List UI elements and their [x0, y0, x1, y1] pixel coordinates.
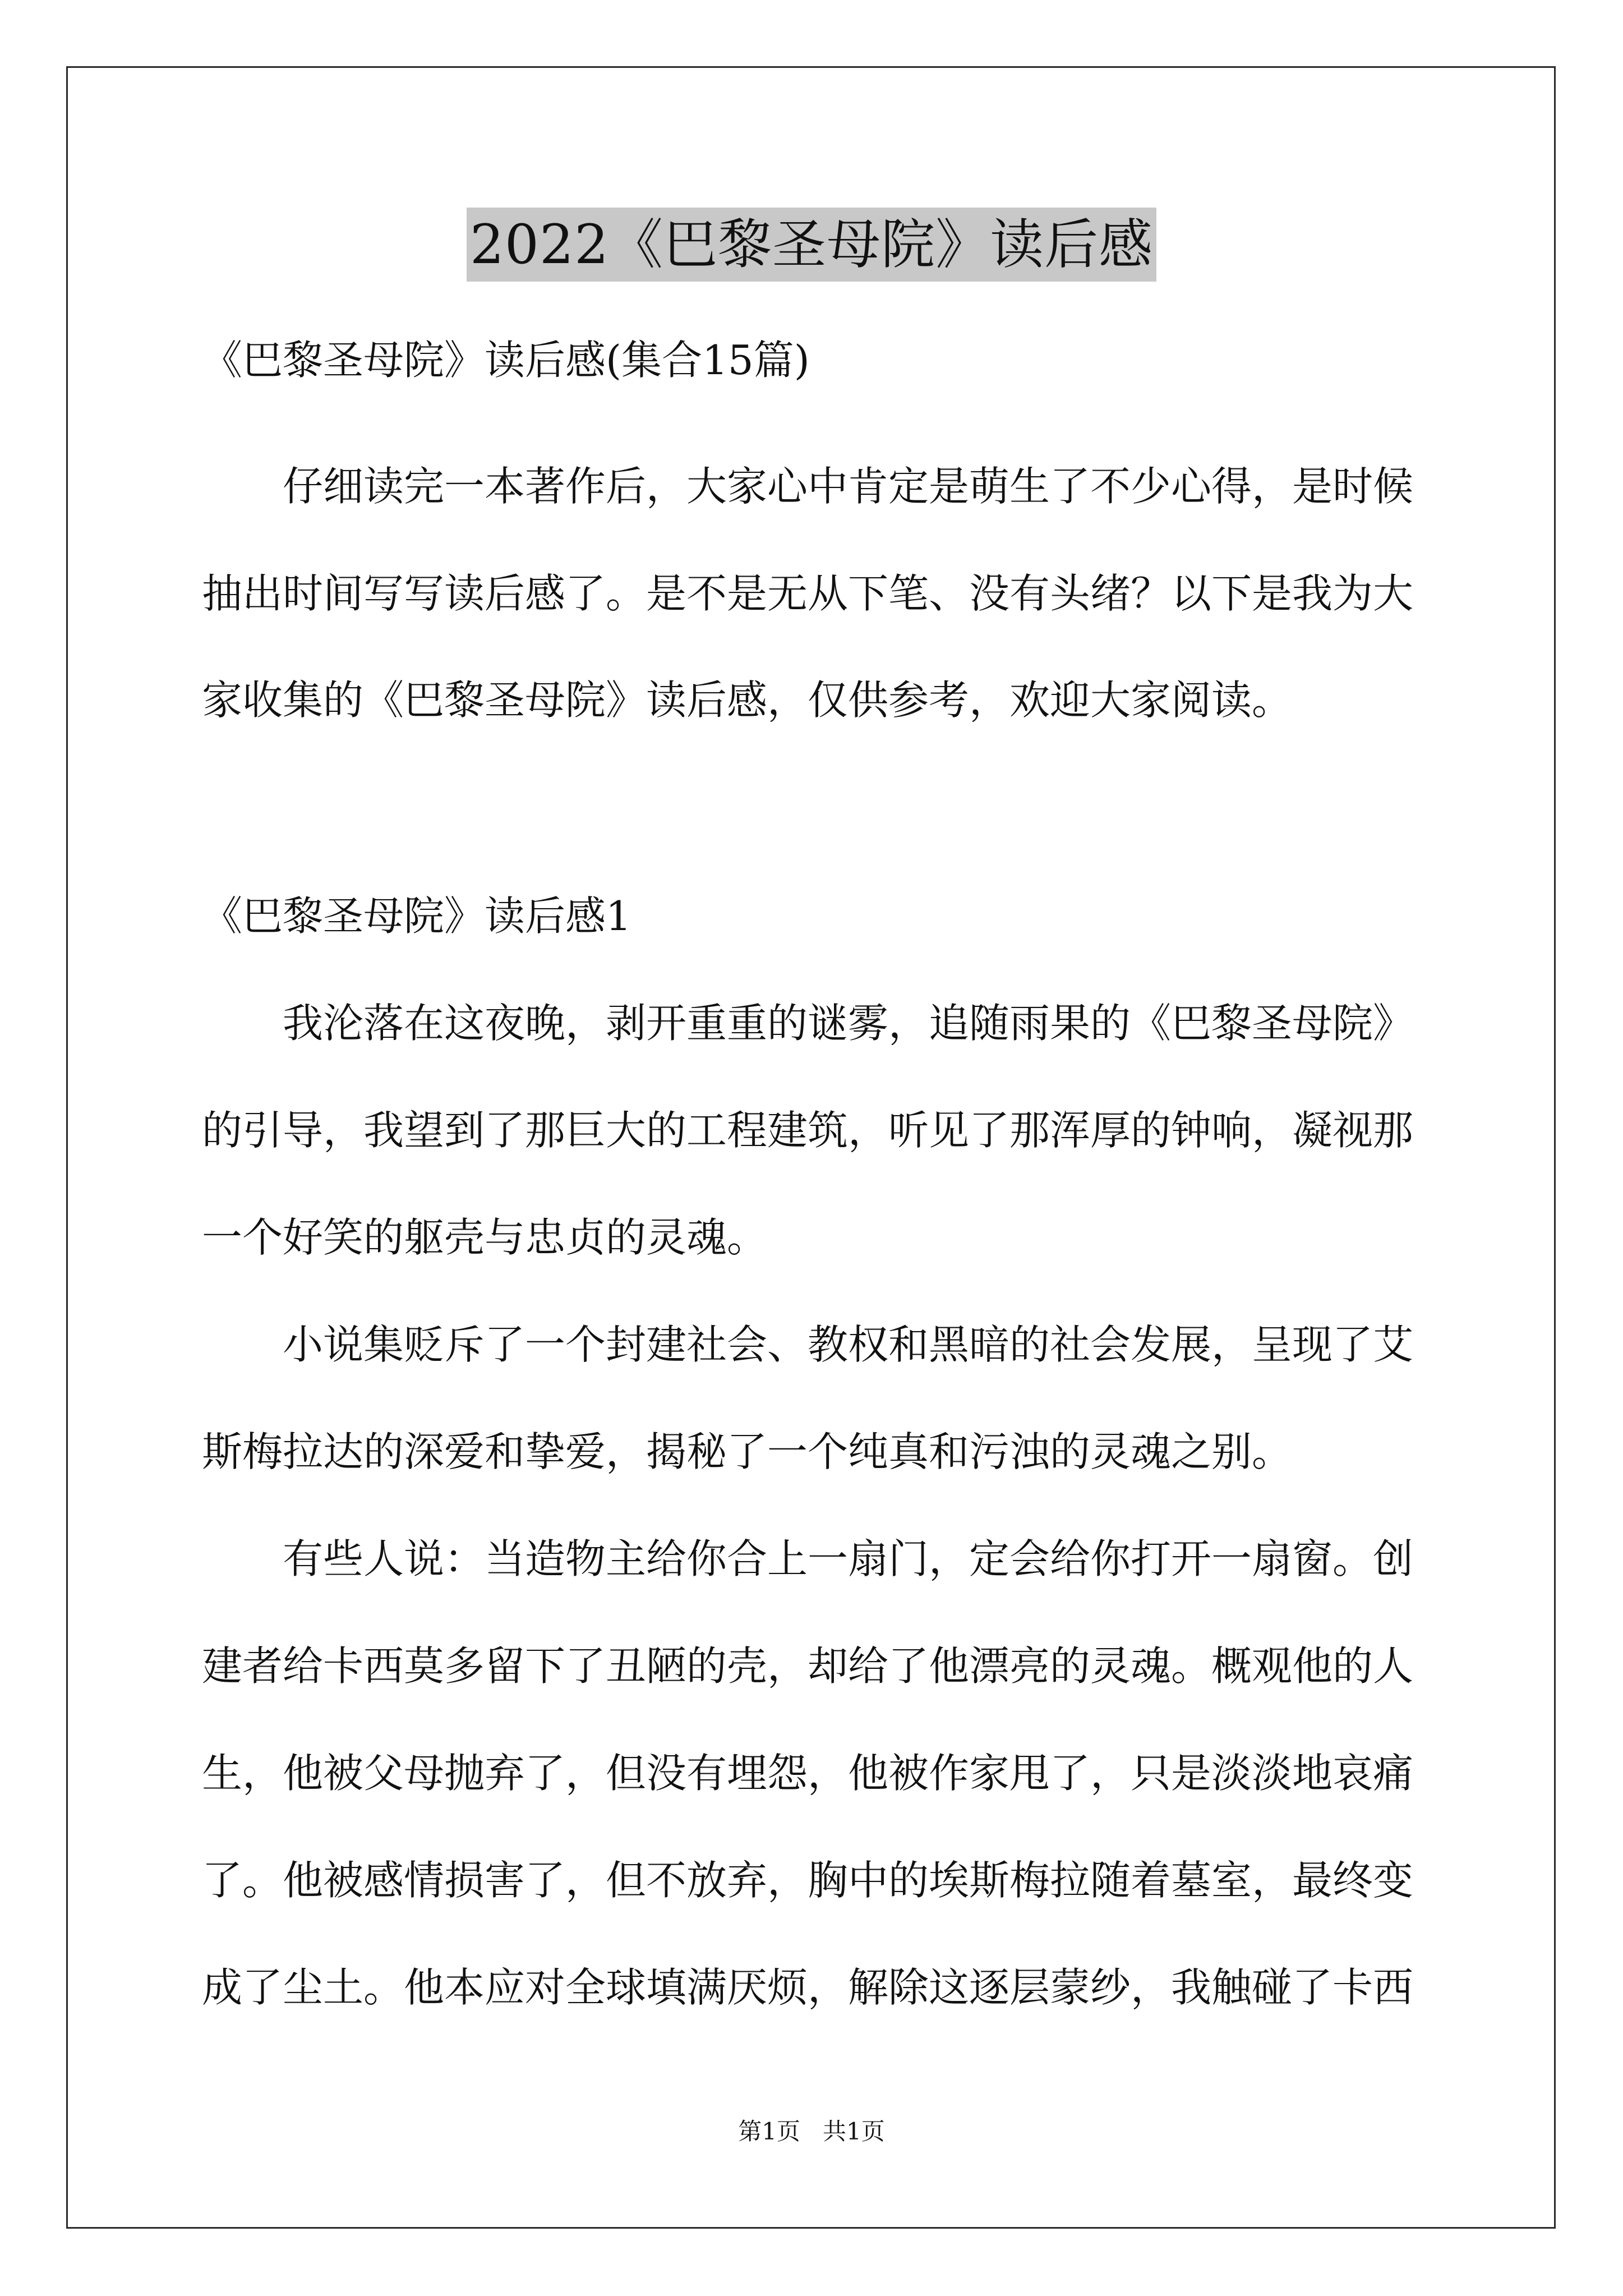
page-number-footer: 第1页 共1页 — [738, 2118, 885, 2145]
paragraph-line: 的引导，我望到了那巨大的工程建筑，听见了那浑厚的钟响，凝视那 — [202, 1107, 1414, 1154]
paragraph-line: 我沦落在这夜晚，剥开重重的谜雾，追随雨果的《巴黎圣母院》 — [283, 1000, 1414, 1047]
intro-paragraph-line: 抽出时间写写读后感了。是不是无从下笔、没有头绪？以下是我为大 — [202, 570, 1414, 617]
title-container — [0, 208, 1623, 282]
paragraph-line: 斯梅拉达的深爱和挚爱，揭秘了一个纯真和污浊的灵魂之别。 — [202, 1428, 1293, 1475]
intro-paragraph-line: 家收集的《巴黎圣母院》读后感，仅供参考，欢迎大家阅读。 — [202, 677, 1293, 724]
section-heading: 《巴黎圣母院》读后感1 — [202, 892, 631, 940]
intro-paragraph-line: 仔细读完一本著作后，大家心中肯定是萌生了不少心得，是时候 — [283, 463, 1414, 510]
paragraph-line: 小说集贬斥了一个封建社会、教权和黑暗的社会发展，呈现了艾 — [283, 1321, 1414, 1368]
document-title: 2022《巴黎圣母院》读后感 — [467, 208, 1156, 282]
paragraph-line: 生，他被父母抛弃了，但没有埋怨，他被作家甩了，只是淡淡地哀痛 — [202, 1750, 1414, 1797]
paragraph-line: 了。他被感情损害了，但不放弃，胸中的埃斯梅拉随着墓室，最终变 — [202, 1857, 1414, 1904]
collection-subtitle: 《巴黎圣母院》读后感(集合15篇) — [202, 337, 810, 384]
paragraph-line: 一个好笑的躯壳与忠贞的灵魂。 — [202, 1214, 768, 1261]
paragraph-line: 建者给卡西莫多留下了丑陋的壳，却给了他漂亮的灵魂。概观他的人 — [202, 1642, 1414, 1690]
paragraph-line: 有些人说：当造物主给你合上一扇门，定会给你打开一扇窗。创 — [283, 1535, 1414, 1582]
paragraph-line: 成了尘土。他本应对全球填满厌烦，解除这逐层蒙纱，我触碰了卡西 — [202, 1964, 1414, 2011]
